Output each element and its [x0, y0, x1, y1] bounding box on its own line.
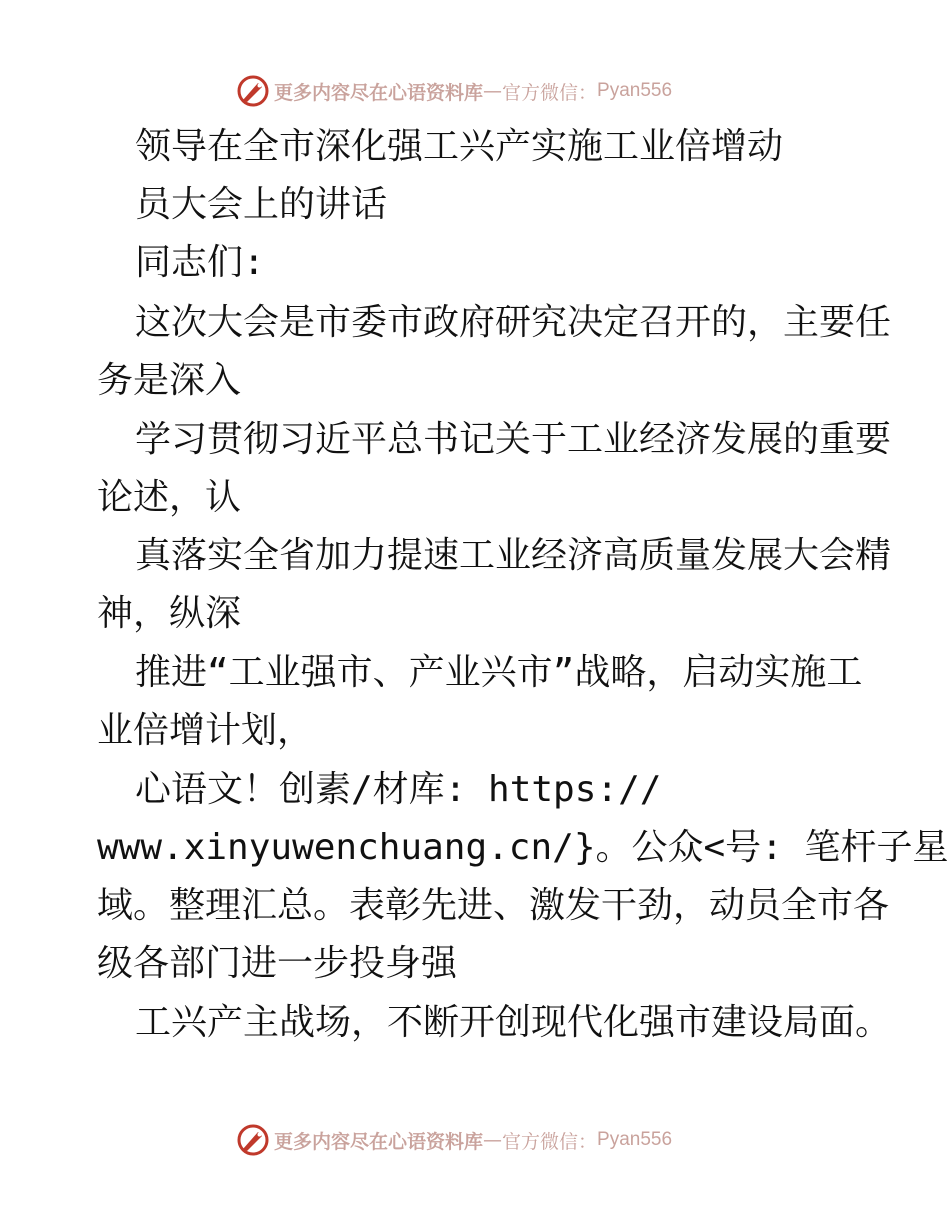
footer-banner: [236, 1122, 672, 1158]
body-line: 学习贯彻习近平总书记关于工业经济发展的重要: [135, 419, 892, 460]
body-line: 论述，认: [97, 477, 242, 518]
body-line: 级各部门进一步投身强: [97, 943, 458, 984]
title-line-2: 员大会上的讲话: [135, 184, 388, 225]
body-line: 推进“工业强市、产业兴市”战略，启动实施工: [135, 652, 863, 693]
banner-main-text: 更多内容尽在心语资料库: [274, 81, 484, 104]
title-line-1: 领导在全市深化强工兴产实施工业倍增动: [135, 126, 784, 167]
body-line: 心语文！创素/材库: https://: [135, 769, 662, 810]
body-line: 真落实全省加力提速工业经济高质量发展大会精: [135, 535, 892, 576]
banner-wechat-label: 官方微信：: [502, 81, 598, 104]
banner-main-text: 更多内容尽在心语资料库: [274, 1130, 484, 1153]
body-line: 这次大会是市委市政府研究决定召开的，主要任: [135, 302, 892, 343]
banner-wechat-id: Pyan556: [597, 1129, 673, 1150]
body-line: 神，纵深: [97, 593, 242, 634]
body-line: 工兴产主战场，不断开创现代化强市建设局面。: [135, 1002, 892, 1043]
banner-wechat-id: Pyan556: [597, 80, 673, 101]
salutation: 同志们:: [135, 242, 265, 283]
body-line: www.xinyuwenchuang.cn/}。公众<号: 笔杆子星: [97, 827, 949, 868]
pen-nib-logo-icon: [236, 74, 270, 108]
body-line: 业倍增计划，: [97, 710, 314, 751]
banner-wechat-label: 官方微信：: [502, 1130, 598, 1153]
body-line: 域。整理汇总。表彰先进、激发干劲，动员全市各: [97, 885, 890, 926]
body-line: 务是深入: [97, 360, 242, 401]
banner-separator: —: [483, 80, 503, 102]
header-banner: [236, 73, 672, 109]
pen-nib-logo-icon: [236, 1123, 270, 1157]
banner-separator: —: [483, 1129, 503, 1151]
